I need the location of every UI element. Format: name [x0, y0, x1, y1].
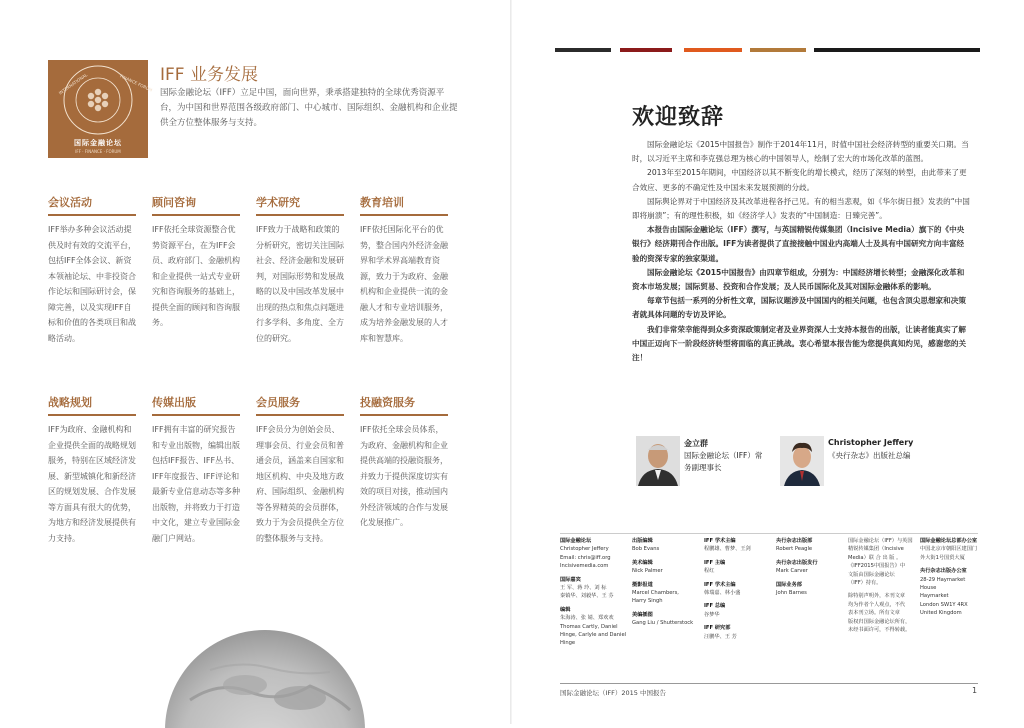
credit-line: Harry Singh [632, 598, 663, 605]
service-title: 顾问咨询 [152, 196, 196, 209]
credit-line: Thomas Cartly, Daniel [560, 623, 618, 630]
credit-line: （IFF）持有。 [848, 580, 882, 587]
globe-illustration [150, 610, 380, 724]
credit-line: Email: chris@iff.org [560, 554, 611, 561]
service-text: IFF举办多种会议活动提供及时有效的交流平台，包括IFF全体会议、新资本领袖论坛、中非投资合作论坛和国际研讨会，保障完善，以及实现IFF自标和价值的各类项目和战略活动。 [48, 225, 136, 343]
credits-column [920, 537, 980, 618]
service-rule [360, 214, 448, 216]
credit-line: 外大街1号国贸大厦 [920, 554, 965, 561]
credit-label: 美术编辑 [632, 559, 653, 566]
credit-line: 谷梦华 [704, 611, 720, 618]
credit-line: 朱海涛、张 婧、郑欢欢 [560, 615, 614, 622]
service-title: 会议活动 [48, 196, 92, 209]
welcome-title: 欢迎致辞 [632, 105, 725, 130]
svg-text:FINANCE FORUM: FINANCE FORUM [119, 73, 154, 93]
service-strategy [48, 394, 136, 546]
svg-text:INTERNATIONAL: INTERNATIONAL [57, 72, 89, 96]
credit-line: 未经书面许可，不得转载。 [848, 627, 911, 634]
credit-line: 28-29 Haymarket House [920, 576, 966, 592]
welcome-paragraph: 每章节包括一系列的分析性文章，国际议题涉及中国国内的相关问题，也包含顶尖思想家和决策者就具体问题的专访及评论。 [632, 296, 966, 320]
stripe-5 [814, 48, 980, 52]
credit-label: 央行杂志出版部 [776, 538, 813, 544]
credit-line: Bob Evans [632, 546, 660, 553]
credit-label: 国际嘉宾 [560, 576, 581, 583]
logo-subcaption: IFF · FINANCE · FORUM [75, 149, 121, 154]
stripe-1 [555, 48, 611, 52]
service-text: IFF依托国际化平台的优势，整合国内外经济金融界和学术界高端教育资源，致力于为政府、金融机构和企业提供一流的金融人才和专业培训服务，成为培养金融发展的人才库和智慧库。 [360, 225, 448, 343]
welcome-body [632, 138, 970, 365]
credit-line: United Kingdom [920, 610, 962, 617]
credit-label: IFF 学术主编 [704, 538, 736, 544]
iff-logo [48, 60, 154, 158]
credit-label: 国际金融论坛 [560, 538, 592, 544]
credit-line: 表本刊立场。所有文章 [848, 610, 900, 617]
credit-line: 程红 [704, 568, 715, 575]
service-publishing [152, 394, 240, 546]
credit-label: IFF 研究部 [704, 625, 731, 632]
service-title: 学术研究 [256, 196, 300, 209]
service-text: IFF会员分为创始会员、理事会员、行业会员和普通会员，涵盖来自国家和地区机构、中央及地方政府、国际组织、金融机构等各界精英的会员群体，致力于为会员提供全方位的整体服务与支持。 [256, 425, 344, 543]
intro-title: IFF 业务发展 [160, 65, 258, 85]
credit-label: 国际业务部 [776, 581, 802, 588]
credit-line: Mark Carver [776, 568, 808, 575]
credit-label: 摄影报道 [632, 581, 653, 588]
welcome-paragraph: 国际舆论界对于中国经济及其改革进程各抒己见。有的相当悲观，如《华尔街日报》发表的“中国即将崩溃”；有的理性积极，如《经济学人》发表的“中国制造：日臻完善”。 [632, 196, 970, 221]
credit-line: 均为作者个人观点，不代 [848, 601, 906, 608]
service-rule [360, 414, 448, 416]
credit-line: 版权归国际金融论坛所有， [848, 618, 911, 625]
credit-line: Christopher Jeffery [560, 546, 609, 553]
credit-line: Gang Liu / Shutterstock [632, 620, 694, 627]
credit-line: Nick Palmer [632, 568, 663, 575]
credit-line: Robert Peagle [776, 546, 813, 553]
credit-line: Incisivemedia.com [560, 563, 609, 570]
service-rule [256, 414, 344, 416]
signatory-role: 国际金融论坛（IFF）常务副理事长 [684, 451, 763, 472]
credit-label: 编辑 [560, 606, 571, 613]
credits-column [704, 537, 770, 641]
footer-text: 国际金融论坛（IFF）2015 中国报告 [560, 689, 667, 697]
service-rule [48, 414, 136, 416]
stripe-3 [684, 48, 742, 52]
credit-label: 美编插图 [632, 611, 653, 618]
stripe-4 [750, 48, 806, 52]
stripe-2 [620, 48, 672, 52]
signatory-role: 《央行杂志》出版社总编 [828, 451, 911, 460]
credit-line: 《IFF2015中国报告》中 [848, 563, 906, 570]
service-text: IFF依托全球资源整合优势资源平台，在为IFF会员、政府部门、金融机构和企业提供一站式专业研究和咨询服务的基础上，提供全面的顾问和咨询服务。 [152, 225, 240, 327]
service-text: IFF为政府、金融机构和企业提供全面的战略规划服务，特别在区域经济发展、新型城镇化和新经济区的规划发展、合作发展等方面具有很大的优势，为地方和经济发展提供有力支持。 [48, 425, 136, 543]
service-rule [256, 214, 344, 216]
credit-line: London SW1Y 4RX [920, 601, 968, 608]
credit-line: 韩瑞嘉、林小盛 [704, 590, 741, 597]
service-rule [152, 414, 240, 416]
credit-label: IFF 主编 [704, 559, 726, 566]
service-title: 教育培训 [360, 196, 404, 209]
service-title: 传媒出版 [152, 396, 196, 409]
globe-icon [150, 610, 380, 724]
credit-line: Hinge, Carlyle and Daniel [560, 632, 627, 639]
service-training [360, 194, 448, 346]
left-page [0, 0, 512, 724]
credits-rule [560, 533, 978, 534]
welcome-paragraph: 国际金融论坛《2015中国报告》由四章节组成，分别为：中国经济增长转型；金融深化改革和资本市场发展；国际贸易、投资和合作发展；及人民币国际化及其对国际金融体系的影响。 [632, 267, 965, 292]
credit-line: 文版由国际金融论坛 [848, 571, 895, 578]
credit-label: 央行杂志出版办公室 [920, 568, 967, 575]
service-rule [152, 214, 240, 216]
credit-line: 国际金融论坛（IFF）与英国精锐传媒集团（Incisive [848, 538, 913, 553]
service-research [256, 194, 344, 346]
credit-line: John Barnes [776, 590, 807, 597]
credit-line: 中国北京市朝阳区建国门 [920, 546, 978, 553]
signatory-name: Christopher Jeffery [828, 438, 914, 447]
credit-line: Media）联 合 出 版 。 [848, 554, 902, 561]
service-membership [256, 394, 344, 546]
credit-line: 汪鹏华、王 芳 [704, 633, 737, 640]
service-meetings [48, 194, 136, 346]
credit-label: 国际金融论坛总部办公室 [920, 538, 978, 544]
credit-line: Hinge [560, 640, 576, 647]
signatory-photo [780, 436, 824, 486]
credits-column [632, 537, 698, 628]
intro-text: 国际金融论坛（IFF）立足中国，面向世界，秉承搭建独特的全球优秀资源平台，为中国和世界范围各级政府部门、中心城市、国际组织、金融机构和企业提供全方位整体服务与支持。 [160, 88, 458, 128]
credit-line: Haymarket [920, 593, 949, 600]
welcome-paragraph: 我们非常荣幸能得到众多资深政策制定者及业界资深人士支持本报告的出版，让读者能真实了解中国正迈向下一阶段经济转型将面临的真正挑战。衷心希望本报告能为您提供真知灼见，感谢您的关注！ [632, 324, 967, 363]
credit-line: Marcel Chambers, [632, 590, 679, 597]
service-text: IFF依托全球会员体系，为政府、金融机构和企业提供高端的投融资服务，并致力于提供深度切实有效的项目对接，推动国内外经济领域的合作与发展化发展推广。 [360, 425, 448, 527]
service-text: IFF拥有丰富的研究报告和专业出版物，编辑出版包括IFF报告、IFF丛书、IFF年度报告、IFF评论和最新专业信息动态等多种出版物，并将致力于打造中文化，建立专业国际金融门户网站。 [152, 425, 240, 543]
credits-column [848, 537, 914, 634]
welcome-paragraph: 2013年至2015年期间，中国经济以其不断变化的增长模式，经历了深刻的转型，由此带来了更合效应、更多的不确定性及中国未来发展预测的分歧。 [632, 168, 967, 192]
credit-label: 出版编辑 [632, 538, 653, 544]
signatory-photo [636, 436, 680, 486]
service-title: 会员服务 [256, 396, 300, 409]
credit-line: 除特别声明外，本刊文章 [848, 593, 906, 600]
credit-line: 程鹏雄、曹梦、王剑 [704, 546, 751, 553]
credit-label: IFF 总编 [704, 603, 726, 610]
credit-line: 王 军、蒋 玲、刘 标 [560, 585, 607, 592]
footer-rule [560, 683, 978, 684]
service-text: IFF致力于战略和政策的分析研究，密切关注国际社会、经济金融和发展研判，对国际形势和发展战略的以及中国改革发展中出现的热点和焦点问题进行多学科、多角度、全方位的研究。 [256, 225, 344, 343]
credits-column [776, 537, 842, 597]
credit-label: IFF 学术主编 [704, 581, 736, 588]
service-title: 投融资服务 [360, 396, 415, 409]
signatory-name: 金立群 [684, 439, 708, 448]
welcome-paragraph: 本报告由国际金融论坛（IFF）撰写，与英国精锐传媒集团（Incisive Media）旗下的《中央银行》经济期刊合作出版。IFF为读者提供了直接接触中国业内高端人士及具有中国研究方向丰富经验的资深专家的独家渠道。 [632, 225, 965, 263]
logo-caption: 国际金融论坛 [74, 139, 122, 147]
service-investment [360, 394, 448, 531]
service-title: 战略规划 [48, 396, 92, 409]
credits-column [560, 537, 628, 648]
page-number: 1 [972, 686, 978, 695]
service-consulting [152, 194, 240, 331]
service-rule [48, 214, 136, 216]
welcome-paragraph: 国际金融论坛《2015中国报告》制作于2014年11月，时值中国社会经济转型的重要关口期。当时，以习近平主席和李克强总理为核心的中国领导人，绘制了宏大的市场化改革的蓝图。 [632, 140, 969, 164]
credit-label: 央行杂志出版发行 [776, 559, 818, 566]
credit-line: 秦镇华、刘毅华、王 芬 [560, 593, 614, 600]
